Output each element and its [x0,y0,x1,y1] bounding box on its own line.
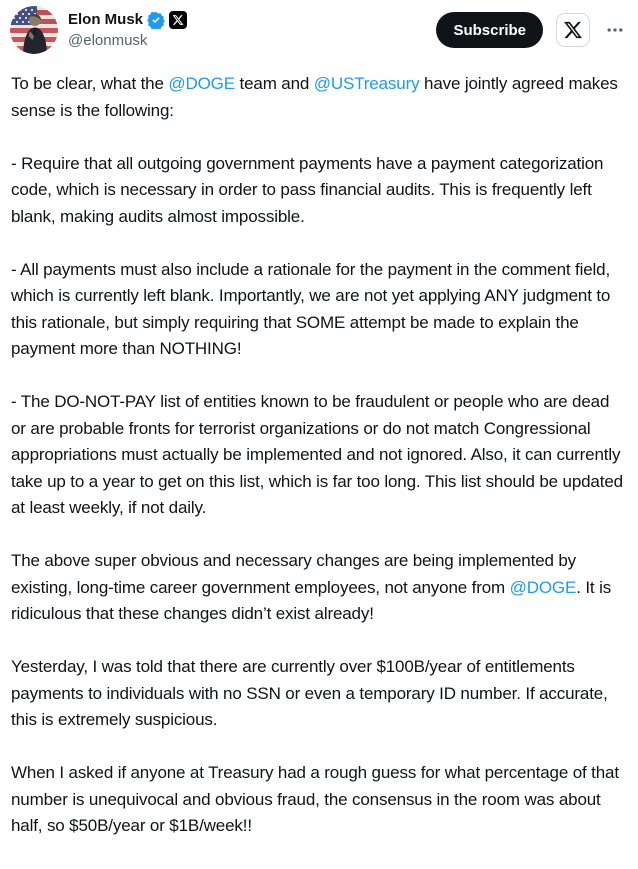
open-in-x-button[interactable] [556,13,590,47]
x-logo-icon [563,20,583,40]
post-paragraph: When I asked if anyone at Treasury had a rough guess for what percentage of that number is unequivocal and obvious fraud, the consensus in the room was about half, so $50B/year or $1B/week!! [11,763,619,835]
subscribe-button[interactable]: Subscribe [436,12,543,48]
post-paragraph: - All payments must also include a rationale for the payment in the comment field, which is currently left blank. Importantly, we are not yet applying ANY judgment to this rationale, but simply requiring that SOME attempt be made to explain the payment more than NOTHING! [11,259,611,358]
post-paragraph: Yesterday, I was told that there are currently over $100B/year of entitlements payments to individuals with no SSN or even a temporary ID number. If accurate, this is extremely suspicious. [11,657,608,729]
author-name-row [68,10,436,30]
mention-link[interactable]: @DOGE [509,577,577,597]
avatar-flag-photo [10,6,58,54]
post-paragraph: The above super obvious and necessary changes are being implemented by existing, long-time career government employees, not anyone from @DOGE. It is ridiculous that these changes didn’t exist already! [11,551,612,623]
header-actions [436,12,627,48]
post-text [10,71,627,840]
post-paragraph: - The DO-NOT-PAY list of entities known to be fraudulent or people who are dead or are probable fronts for terrorist organizations or do not match Congressional appropriations must actually be implemented and not ignored. Also, it can currently take up to a year to get on this list, which is far too long. This list should be updated at least weekly, if not daily. [11,392,623,517]
verified-badge-icon [147,11,165,29]
author-block [68,10,436,51]
avatar[interactable] [10,6,58,54]
more-horizontal-icon [605,20,625,40]
post-paragraph: - Require that all outgoing government payments have a payment categorization code, which is necessary in order to pass financial audits. This is frequently left blank, making audits almost impossible. [11,153,604,226]
more-button[interactable] [603,18,627,42]
mention-link[interactable]: @DOGE [168,74,235,93]
author-name[interactable]: Elon Musk [68,10,144,28]
mention-link[interactable]: @USTreasury [313,74,420,93]
x-logo-icon [172,14,184,26]
x-affiliate-badge[interactable] [169,11,187,29]
author-handle[interactable]: @elonmusk [68,31,148,49]
post-paragraph: To be clear, what the @DOGE team and @USTreasury have jointly agreed makes sense is the following: [11,74,618,120]
post-header [10,6,627,54]
